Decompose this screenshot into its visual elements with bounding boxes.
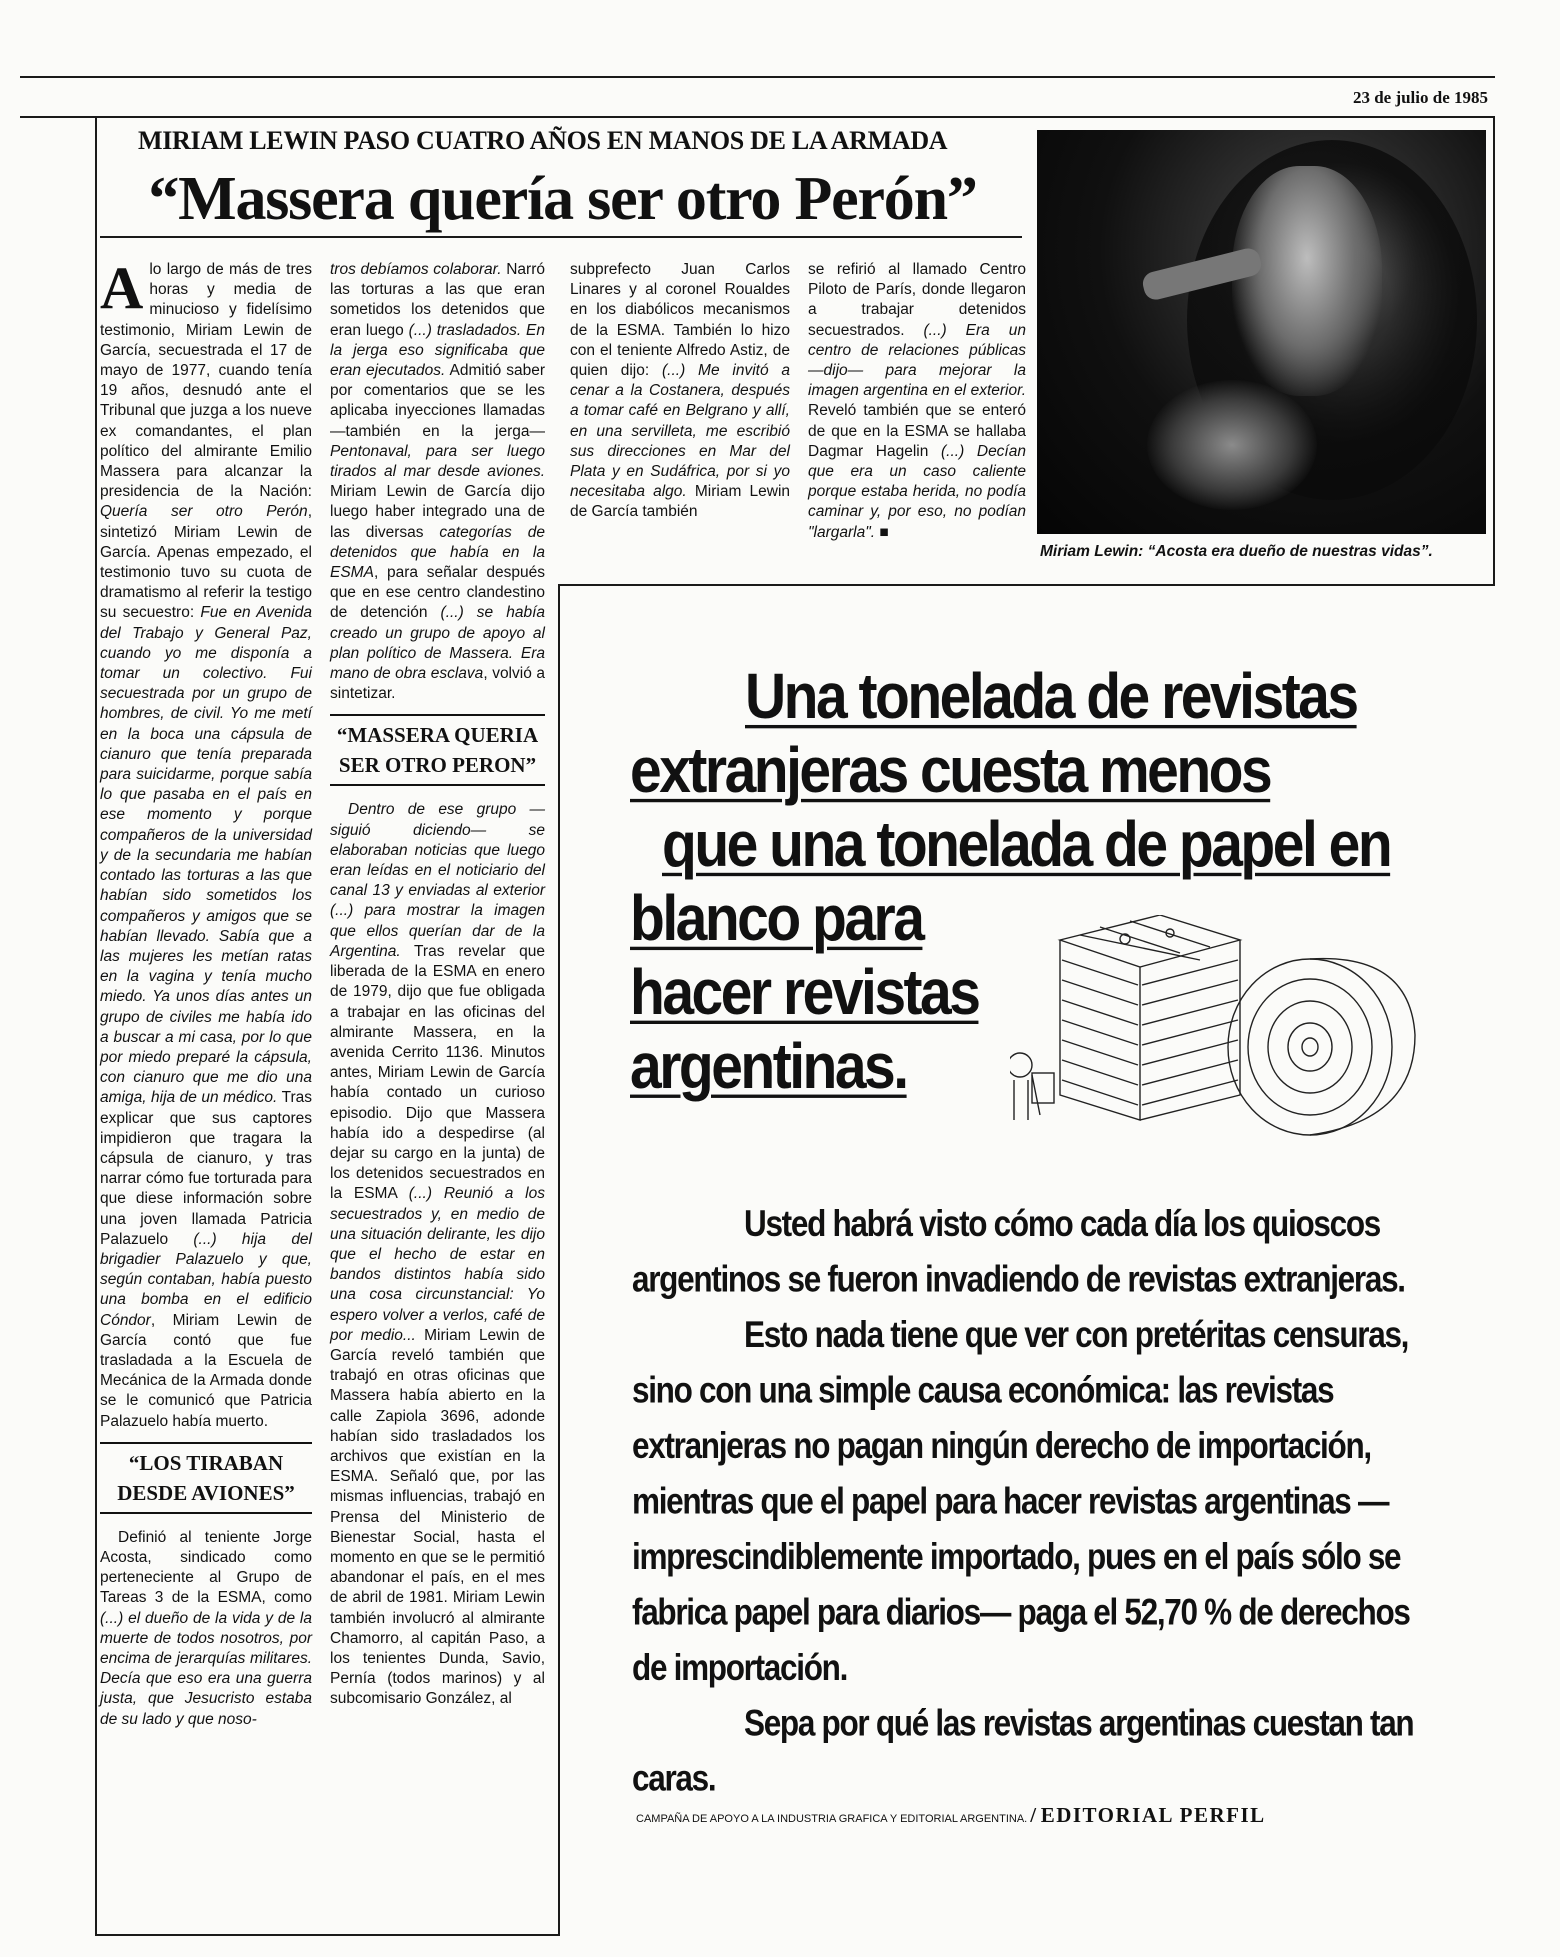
col4-text-a: se refirió al llamado Centro Piloto de París, donde llegaron a trabajar detenidos secuestrados. — [808, 261, 1026, 339]
col3-quote-a: (...) Me invitó a cenar a la Costanera, después a tomar café en Belgrano y allí, en una servilleta, me escribió sus direcciones en Mar del Plata y en Sudáfrica, por si yo necesitaba algo. — [570, 362, 790, 501]
ad-body-paragraph: Esto nada tiene que ver con pretéritas censuras, sino con una simple causa económica: las revistas extranjeras no pagan ningún derecho de importación, mientras que el papel para hacer revistas argentinas —imprescindiblemente importado, pues en el país sólo se fabrica papel para diarios— paga el 52,70 % de derechos de importación. — [632, 1312, 1410, 1689]
photo-right-rule — [1493, 116, 1495, 584]
col2-text-a: Narró las torturas a las que eran sometidos los detenidos que eran luego — [330, 261, 545, 339]
col2-quote-d: categorías de detenidos que había en la ESMA — [330, 523, 545, 582]
article-right-rule — [558, 585, 560, 1936]
article-kicker: MIRIAM LEWIN PASO CUATRO AÑOS EN MANOS DE LA ARMADA — [138, 126, 948, 155]
subhead-line: SER OTRO PERON” — [338, 753, 537, 778]
col4-quote-a: (...) Era un centro de relaciones públicas —dijo— para mejorar la imagen argentina en el exterior. — [808, 321, 1026, 400]
article-column-3 — [570, 260, 790, 523]
issue-date: 23 de julio de 1985 — [1352, 88, 1488, 107]
col1-text-e: Definió al teniente Jorge Acosta, sindicado como perteneciente al Grupo de Tareas 3 de la ESMA, como — [100, 1528, 312, 1607]
campaign-line: CAMPAÑA DE APOYO A LA INDUSTRIA GRAFICA Y EDITORIAL ARGENTINA. — [636, 1813, 1028, 1825]
col1-quote-c: (...) hija del brigadier Palazuelo y que, según contaban, había puesto una bomba en el edificio Cóndor — [100, 1230, 313, 1329]
col2-text-e: , volvió a sintetizar. — [330, 665, 546, 703]
col2-quote-e: (...) se había creado un grupo de apoyo al plan político de Massera. Era mano de obra esclava — [330, 604, 545, 683]
drop-cap: A — [100, 255, 144, 321]
col2-quote-g: (...) Reunió a los secuestrados y, en medio de una situación delirante, les dijo que el hecho de estar en bandos distintos había sido una cosa circunstancial: Yo espero volver a verlos, café de por medio... — [330, 1185, 545, 1344]
footer-slash: / — [1030, 1803, 1038, 1827]
paper-stack-illustration — [1010, 915, 1430, 1145]
col3-text-a: subprefecto Juan Carlos Linares y al coronel Roualdes en los diabólicos mecanismos de la ESMA. También lo hizo con el teniente Alfredo Astiz, de quien dijo: — [570, 261, 790, 380]
article-column-2 — [330, 260, 545, 1710]
col1-text-b: , sintetizó Miriam Lewin de García. Apenas empezado, el testimonio tuvo su cuota de dramatismo al referir la testigo su secuestro: — [100, 503, 312, 622]
article-left-rule — [95, 116, 97, 1936]
col2-quote-f: Dentro de ese grupo —siguió diciendo— se elaboraban noticias que luego eran leídas en el noticiario del canal 13 y enviadas al exterior (...) para mostrar la imagen que ellos querían dar de la Argentina. — [330, 801, 545, 960]
col1-text-a: lo largo de más de tres horas y media de minucioso y fidelísimo testimonio, Miriam Lewin de García, secuestrada el 17 de mayo de 1977, cuando tenía 19 años, desnudó ante el Tribunal que juzga a los nueve ex comandantes, el plan político del almirante Emilio Massera para alcanzar la presidencia de la Nación: — [100, 261, 312, 501]
end-mark: ■ — [875, 523, 889, 541]
col1-quote-b: Fue en Avenida del Trabajo y General Paz, cuando yo me disponía a tomar un colectivo. Fui secuestrada por un grupo de hombres, de civil. Yo me metí en la boca una cápsula de cianuro que tenía preparada para suicidarme, porque sabía lo que pasaba en el país en ese momento y porque compañeros de la universidad y de la secundaria me habían contado las torturas a las que habían sido sometidos los compañeros y amigos que se habían llevado. Sabía que a las mujeres les metían ratas en la vagina y tenía mucho miedo. Ya unos días antes un grupo de civiles me había ido a buscar a mi casa, por lo que por miedo preparé la cápsula, con cianuro que me dio una amiga, hija de un médico. — [100, 604, 312, 1107]
subhead-line: “LOS TIRABAN — [128, 1450, 284, 1475]
ad-footer — [636, 1803, 1456, 1828]
article-column-4 — [808, 260, 1026, 543]
col2-quote-b: (...) trasladados. En la jerga eso significaba que eran ejecutados. — [330, 321, 545, 380]
ad-body — [632, 1196, 1414, 1806]
photo-miriam-lewin — [1037, 130, 1486, 534]
ad-body-paragraph: Sepa por qué las revistas argentinas cuestan tan caras. — [632, 1701, 1414, 1799]
photo-caption: Miriam Lewin: “Acosta era dueño de nuestras vidas”. — [1040, 543, 1433, 560]
col4-quote-b: (...) Decían que era un caso caliente porque estaba herida, no podía caminar y, por eso, no podían "largarla". — [808, 442, 1026, 541]
article-headline: “Massera quería ser otro Perón” — [148, 165, 977, 233]
date-rule — [20, 116, 1495, 118]
col1-text-d: , Miriam Lewin de García contó que fue trasladada a la Escuela de Mecánica de la Armada donde se le comunicó que Patricia Palazuelo había muerto. — [100, 1311, 312, 1430]
col2-text-d: , para señalar después que en ese centro clandestino de detención — [330, 564, 545, 622]
col1-quote-d: (...) el dueño de la vida y de la muerte de todos nosotros, por encima de jerarquías militares. Decía que eso era una guerra justa, que Jesucristo estaba de su lado y que noso- — [100, 1609, 312, 1728]
ad-headline-line: que una tonelada de papel en — [662, 808, 1391, 881]
col2-quote-c: Pentonaval, para ser luego tirados al mar desde aviones. — [330, 442, 545, 481]
ad-headline-line: argentinas. — [630, 1030, 907, 1103]
subhead-massera — [330, 714, 545, 786]
col1-text-c: Tras explicar que sus captores impidieron que tragara la cápsula de cianuro, y tras narrar cómo fue torturada para que diese información sobre una joven llamada Patricia Palazuelo — [100, 1089, 312, 1248]
ad-headline-line: blanco para — [630, 882, 923, 955]
subhead-los-tiraban — [100, 1442, 312, 1514]
col2-text-f: Tras revelar que liberada de la ESMA en enero de 1979, dijo que fue obligada a trabajar en las oficinas del almirante Massera, en la avenida Cerrito 1136. Minutos antes, Miriam Lewin de García había contado un curioso episodio. Dijo que Massera había ido a despedirse (al dejar su cargo en la junta) de los detenidos secuestrados en la ESMA — [330, 942, 545, 1203]
top-rule — [20, 76, 1495, 78]
ad-body-paragraph: Usted habrá visto cómo cada día los quioscos argentinos se fueron invadiendo de revistas extranjeras. — [632, 1201, 1405, 1300]
ad-headline-line: hacer revistas — [630, 956, 979, 1029]
col3-text-b: Miriam Lewin de García también — [570, 483, 791, 521]
col4-text-b: Reveló también que se enteró de que en la ESMA se hallaba Dagmar Hagelin — [808, 402, 1026, 460]
editorial-perfil-logo: EDITORIAL PERFIL — [1040, 1803, 1266, 1827]
article-bottom-rule — [95, 1934, 560, 1936]
col2-quote-a: tros debíamos colaborar. — [330, 261, 502, 278]
photo-face-shape — [1232, 166, 1382, 396]
ad-headline-line: extranjeras cuesta menos — [630, 735, 1271, 807]
col2-text-c: Miriam Lewin de García dijo luego haber integrado una de las diversas — [330, 483, 545, 541]
headline-underline — [100, 236, 1022, 238]
article-column-1 — [100, 255, 313, 1730]
col2-text-b: Admitió saber por comentarios que se les aplicaba inyecciones llamadas —también en la jerga— — [330, 362, 546, 440]
photo-hands-shape — [1147, 380, 1317, 510]
subhead-line: “MASSERA QUERIA — [336, 723, 539, 748]
ad-headline-line: Una tonelada de revistas — [745, 661, 1357, 733]
ad-divider-rule — [558, 584, 1495, 586]
subhead-line: DESDE AVIONES” — [117, 1480, 295, 1505]
col1-quote-a: Quería ser otro Perón — [100, 503, 308, 521]
col2-text-g: Miriam Lewin de García reveló también que trabajó en otras oficinas que Massera había abierto en la calle Zapiola 3696, adonde habían sido trasladados los archivos que existían en la ESMA. Señaló que, por las mismas influencias, trabajó en Prensa del Ministerio de Bienestar Social, hasta el momento en que se le permitió abandonar el país, en el mes de abril de 1981. Miriam Lewin también involucró al almirante Chamorro, al capitán Paso, a los tenientes Dunda, Savio, Pernía (todos marinos) y al subcomisario González, al — [330, 1326, 545, 1708]
